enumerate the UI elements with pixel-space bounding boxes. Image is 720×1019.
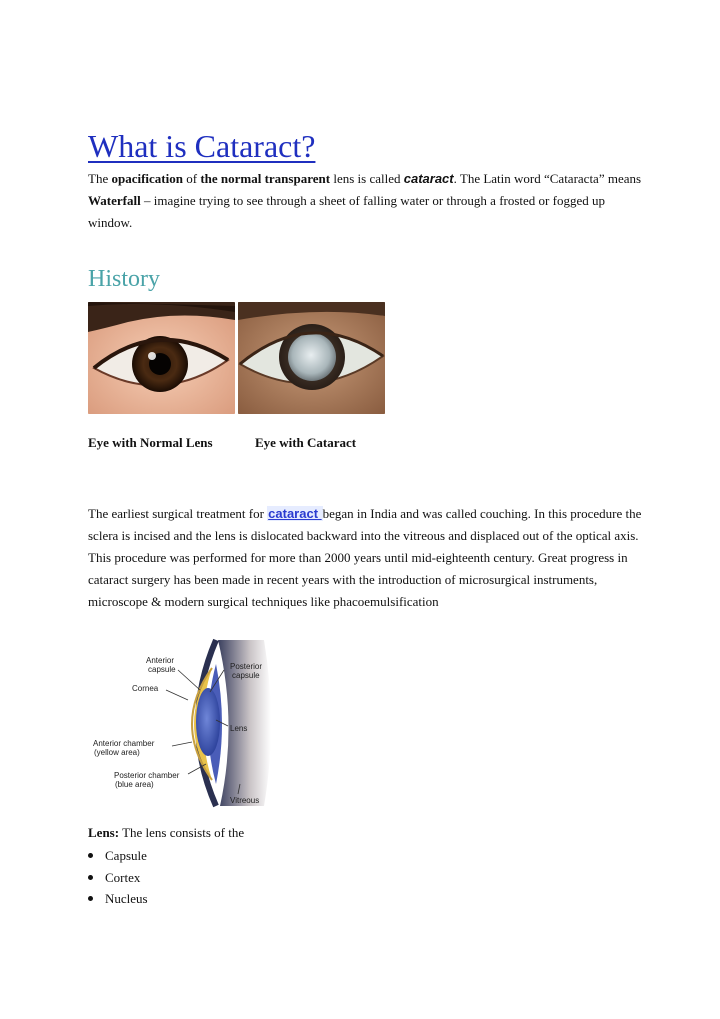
list-item [88, 845, 148, 867]
list-item-label: Capsule [105, 848, 147, 863]
caption-cataract: Eye with Cataract [255, 435, 357, 450]
diagram-label-posterior-capsule: Posterior [230, 662, 263, 671]
intro-text: . The Latin word “Cataracta” means [453, 171, 642, 186]
diagram-label-anterior-capsule: Anterior [146, 656, 175, 665]
intro-text: The [88, 171, 112, 186]
intro-text: of [182, 171, 201, 186]
intro-bold-opacification: opacification [111, 171, 183, 186]
list-item-label: Nucleus [105, 891, 148, 906]
intro-text: lens is called [330, 171, 404, 186]
diagram-label-posterior-chamber: Posterior chamber [114, 771, 180, 780]
history-heading: History [88, 266, 160, 292]
diagram-label-posterior-chamber: (blue area) [115, 780, 154, 789]
caption-normal-lens: Eye with Normal Lens [88, 435, 213, 450]
intro-text: – imagine trying to see through a sheet of falling water or through a frosted or fogged up window. [88, 193, 605, 230]
diagram-label-anterior-chamber: (yellow area) [94, 748, 140, 757]
list-item [88, 888, 148, 910]
intro-bold-waterfall: Waterfall [88, 193, 141, 208]
bullet-icon [88, 875, 93, 880]
cataract-eye-image [238, 302, 385, 414]
intro-paragraph [88, 168, 648, 234]
bullet-icon [88, 853, 93, 858]
page-title: What is Cataract? [88, 128, 316, 164]
diagram-label-anterior-chamber: Anterior chamber [93, 739, 155, 748]
cataract-link[interactable]: cataract [268, 506, 322, 521]
diagram-label-vitreous: Vitreous [230, 796, 260, 805]
history-paragraph [88, 503, 648, 613]
list-item [88, 867, 148, 889]
lens-anatomy-diagram [88, 634, 288, 814]
history-text: began in India and was called couching. In this procedure the sclera is incised and the lens is dislocated backward into the vitreous and displaced out of the optical axis. This procedure was performed for more than 2000 years until mid-eighteenth century. Great progress in cataract surgery has been made in recent years with the introduction of microsurgical instruments, microscope & modern surgical techniques like phacoemulsification [88, 506, 642, 609]
bullet-icon [88, 896, 93, 901]
normal-eye-image [88, 302, 235, 414]
lens-text: The lens consists of the [119, 825, 245, 840]
diagram-label-cornea: Cornea [132, 684, 159, 693]
lens-intro [88, 824, 244, 842]
intro-bold-normal-transparent: the normal transparent [200, 171, 331, 186]
lens-label: Lens: [88, 825, 120, 840]
lens-parts-list [88, 845, 148, 910]
diagram-label-lens: Lens [230, 724, 248, 733]
intro-cataract-term: cataract [403, 171, 454, 186]
diagram-label-posterior-capsule: capsule [232, 671, 260, 680]
diagram-label-anterior-capsule: capsule [148, 665, 176, 674]
list-item-label: Cortex [105, 869, 141, 885]
history-text: The earliest surgical treatment for [88, 506, 268, 521]
